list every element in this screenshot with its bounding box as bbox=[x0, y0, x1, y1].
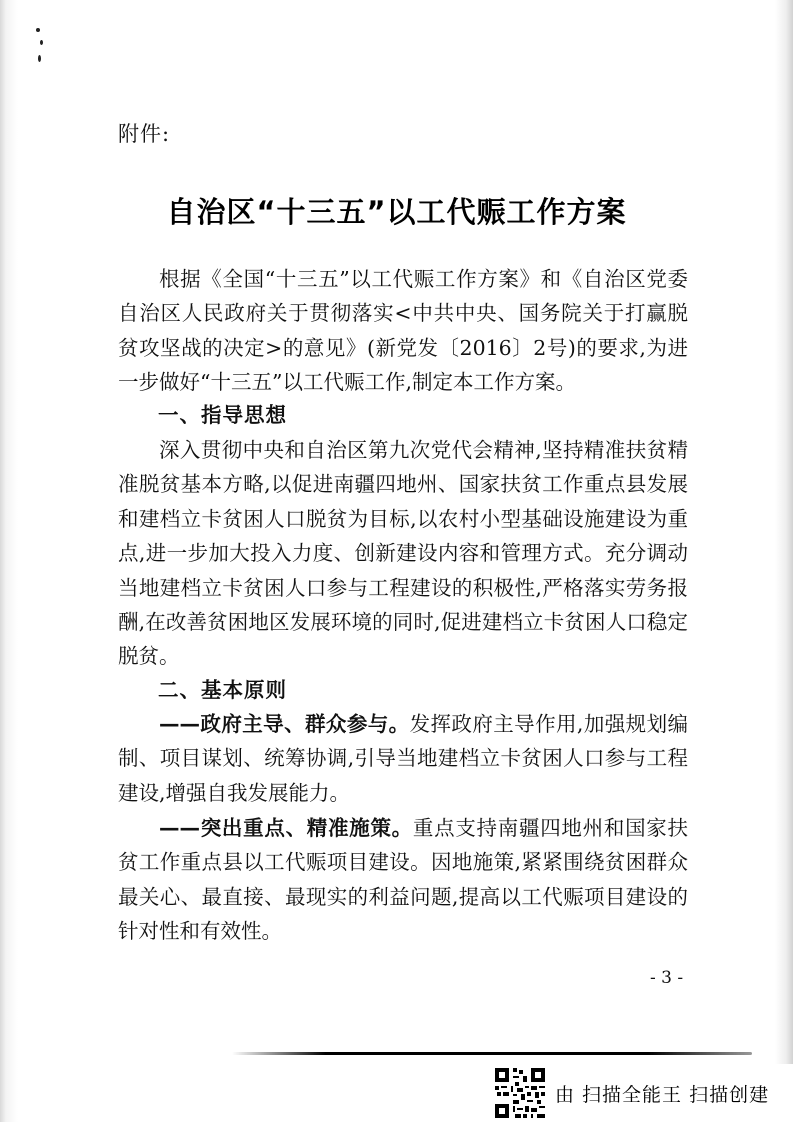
intro-paragraph: 根据《全国“十三五”以工代赈工作方案》和《自治区党委自治区人民政府关于贯彻落实<中共中央、国务院关于打赢脱贫攻坚战的决定>的意见》(新党发〔2016〕2号)的要求,为进一步做好“十三五”以工代赈工作,制定本工作方案。 bbox=[118, 267, 688, 395]
document-title: 自治区“十三五”以工代赈工作方案 bbox=[166, 195, 627, 229]
scan-speck bbox=[40, 40, 43, 45]
principle-paragraph bbox=[118, 707, 688, 810]
scanner-watermark-text: 由 扫描全能王 扫描创建 bbox=[555, 1083, 770, 1106]
attachment-label: 附件: bbox=[118, 122, 171, 146]
guiding-ideology-paragraph: 深入贯彻中央和自治区第九次党代会精神,坚持精准扶贫精准脱贫基本方略,以促进南疆四地州、国家扶贫工作重点县发展和建档立卡贫困人口脱贫为目标,以农村小型基础设施建设为重点,进一步加大投入力度、创新建设内容和管理方式。充分调动当地建档立卡贫困人口参与工程建设的积极性,严格落实劳务报酬,在改善贫困地区发展环境的同时,促进建档立卡贫困人口稳定脱贫。 bbox=[118, 438, 688, 669]
principle-text: 发挥政府主导作用,加强规划编制、项目谋划、统筹协调,引导当地建档立卡贫困人口参与工程建设,增强自我发展能力。 bbox=[118, 712, 689, 805]
scan-speck bbox=[38, 55, 41, 62]
page-number: - 3 - bbox=[650, 968, 684, 988]
principle-paragraph bbox=[118, 811, 688, 949]
qr-code-icon bbox=[495, 1068, 545, 1118]
footer-rule bbox=[232, 1052, 752, 1055]
section-heading-guiding-ideology: 一、指导思想 bbox=[158, 403, 287, 427]
principle-lead: ——政府主导、群众参与。 bbox=[159, 712, 410, 736]
section-heading-basic-principles: 二、基本原则 bbox=[158, 678, 287, 702]
scanner-watermark bbox=[495, 1064, 793, 1122]
scan-speck bbox=[36, 28, 40, 32]
principle-text: 重点支持南疆四地州和国家扶贫工作重点县以工代赈项目建设。因地施策,紧紧围绕贫困群众最关心、最直接、最现实的利益问题,提高以工代赈项目建设的针对性和有效性。 bbox=[118, 816, 688, 944]
principle-lead: ——突出重点、精准施策。 bbox=[159, 816, 413, 840]
